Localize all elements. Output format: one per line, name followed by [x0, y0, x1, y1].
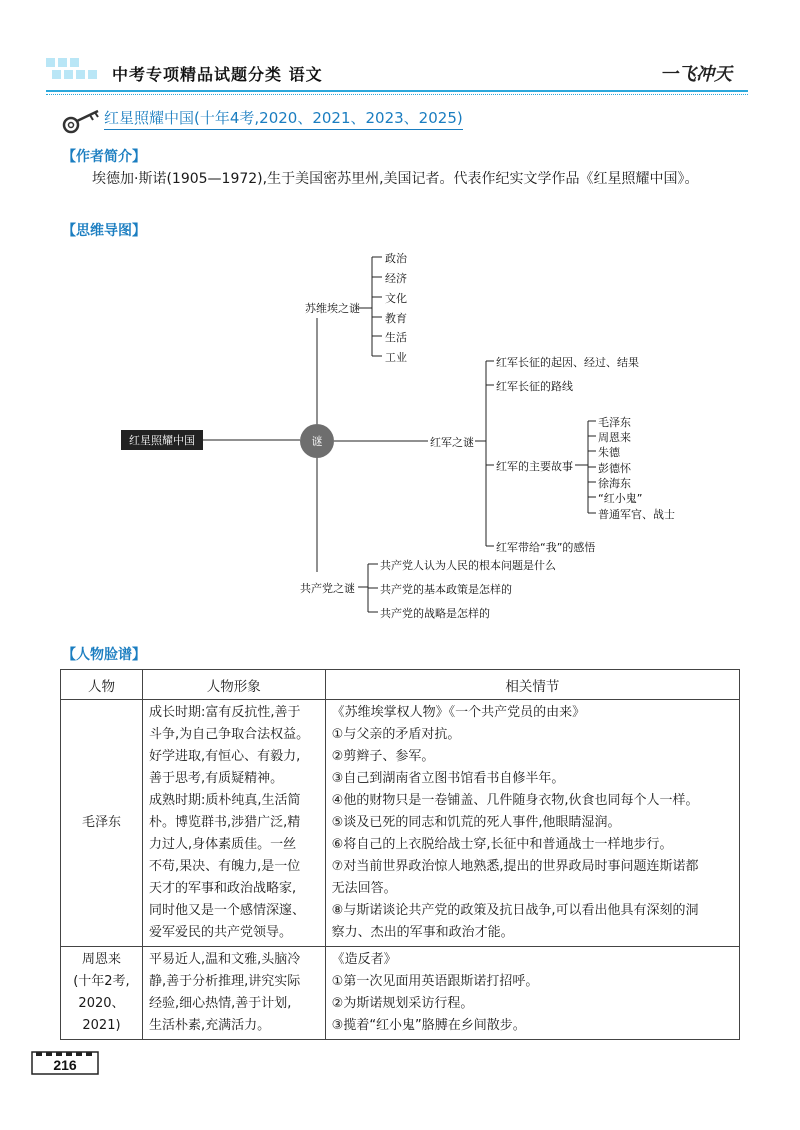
character-plot: 《造反者》 ①第一次见面用英语跟斯诺打招呼。 ②为斯诺规划采访行程。 ③揽着“红小鬼”胳膊在乡间散步。 [325, 947, 739, 1040]
story-item: 朱德 [598, 446, 620, 459]
branch-item: 共产党的基本政策是怎样的 [380, 583, 512, 596]
page-number: 216 [53, 1057, 77, 1073]
character-plot: 《苏维埃掌权人物》《一个共产党员的由来》 ①与父亲的矛盾对抗。 ②剪辫子、参军。 ③自己到湖南省立图书馆看书自修半年。 ④他的财物只是一卷铺盖、几件随身衣物,伙食也同每个人一样。 ⑤谈及已死的同志和饥荒的死人事件,他眼睛湿润。 ⑥将自己的上衣脱给战士穿,长征中和普通战士一样地步行。 ⑦对当前世界政治惊人地熟悉,提出的世界政局时事问题连斯诺都 无法回答。 ⑧与斯诺谈论共产党的政策及抗日战争,可以看出他具有深刻的洞 察力、杰出的军事和政治才能。 [325, 700, 739, 947]
branch-item: 生活 [385, 331, 407, 344]
branch-item: 共产党人认为人民的根本问题是什么 [380, 559, 556, 572]
character-name: 毛泽东 [61, 700, 143, 947]
header-cell: 人物形象 [142, 670, 325, 700]
header-brand: 一飞冲天 [660, 64, 732, 85]
mindmap-tag: 【思维导图】 [62, 223, 146, 239]
author-tag: 【作者简介】 [62, 149, 146, 165]
character-image: 平易近人,温和文雅,头脑冷 静,善于分析推理,讲究实际 经验,细心热情,善于计划, 生活朴素,充满活力。 [142, 947, 325, 1040]
story-item: “红小鬼” [598, 492, 643, 505]
branch-item: 红军长征的路线 [496, 380, 573, 393]
mindmap-root: 红星照耀中国 [121, 430, 203, 450]
branch-item: 经济 [385, 272, 407, 285]
story-item: 徐海东 [598, 477, 631, 490]
characters-tag: 【人物脸谱】 [62, 647, 146, 663]
header-title: 中考专项精品试题分类 语文 [112, 65, 323, 84]
author-text: 埃德加·斯诺(1905—1972),生于美国密苏里州,美国记者。代表作纪实文学作品《红星照耀中国》。 [92, 171, 699, 187]
character-image: 成长时期:富有反抗性,善于 斗争,为自己争取合法权益。 好学进取,有恒心、有毅力, 善于思考,有质疑精神。 成熟时期:质朴纯真,生活简 朴。博览群书,涉猎广泛,精 力过人,身体素质佳。一丝 不苟,果决、有魄力,是一位 天才的军事和政治战略家, 同时他又是一个感情深邃、 爱军爱民的共产党领导。 [142, 700, 325, 947]
branch-item: 文化 [385, 292, 407, 305]
character-name: 周恩来 (十年2考, 2020、2021) [61, 947, 143, 1040]
branch-item: 红军带给“我”的感悟 [496, 541, 596, 554]
branch-item: 红军的主要故事 [496, 460, 573, 473]
branch-item: 共产党的战略是怎样的 [380, 607, 490, 620]
branch-soviet: 苏维埃之谜 [305, 302, 360, 315]
story-item: 彭德怀 [598, 462, 631, 475]
branch-item: 教育 [385, 312, 407, 325]
characters-table [60, 669, 740, 1040]
branch-cpc: 共产党之谜 [300, 582, 355, 595]
story-item: 毛泽东 [598, 416, 631, 429]
header-cell: 相关情节 [325, 670, 739, 700]
mindmap-center: 谜 [300, 424, 334, 458]
branch-redarmy: 红军之谜 [430, 436, 474, 449]
header-cell: 人物 [61, 670, 143, 700]
table-row [61, 947, 740, 1040]
table-row [61, 700, 740, 947]
story-item: 周恩来 [598, 431, 631, 444]
branch-item: 工业 [385, 351, 407, 364]
page-number-badge [30, 1048, 100, 1076]
table-header-row [61, 670, 740, 700]
story-item: 普通军官、战士 [598, 508, 675, 521]
branch-item: 政治 [385, 252, 407, 265]
section-title: 红星照耀中国(十年4考,2020、2021、2023、2025) [104, 107, 463, 130]
branch-item: 红军长征的起因、经过、结果 [496, 356, 639, 369]
